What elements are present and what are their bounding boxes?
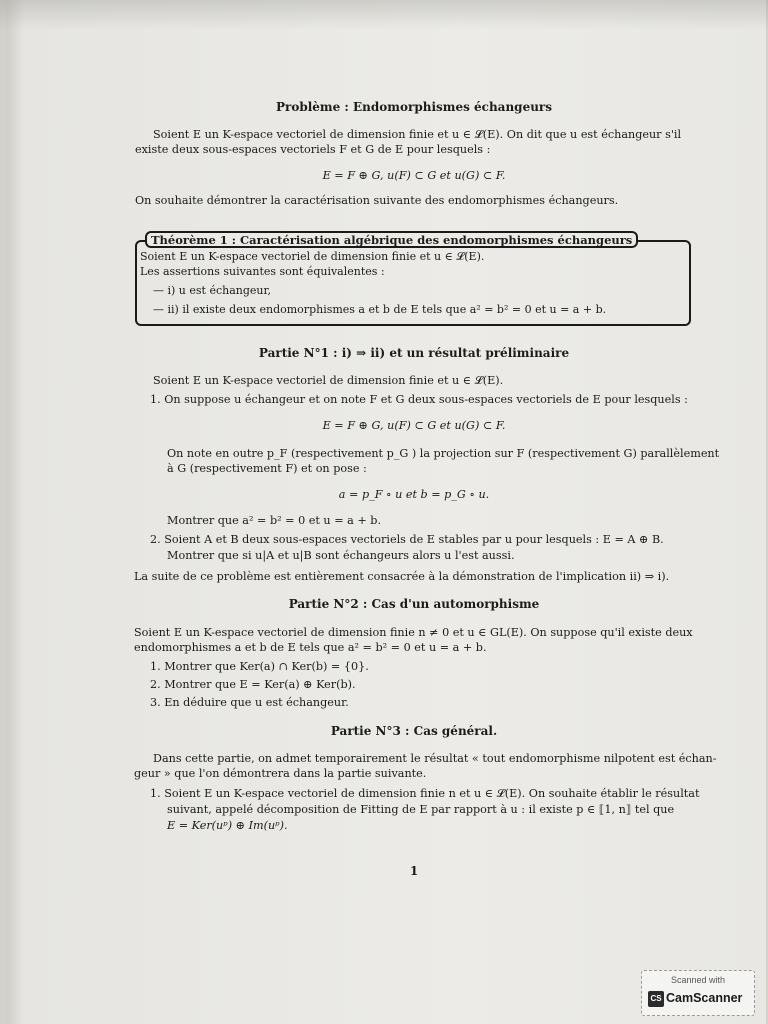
problem-intro-line-1: Soient E un K-espace vectoriel de dimension finie et u ∈ 𝓛(E). On dit que u est échangeur s'il: [153, 128, 682, 141]
part3-title: Partie N°3 : Cas général.: [330, 724, 498, 738]
theorem-item-1: — i) u est échangeur,: [153, 284, 272, 297]
theorem-item-2: — ii) il existe deux endomorphismes a et b de E tels que a² = b² = 0 et u = a + b.: [153, 303, 607, 316]
camscanner-watermark: [641, 970, 755, 1016]
part3-question-1-line-1: 1. Soient E un K-espace vectoriel de dimension finie n et u ∈ 𝓛(E). On souhaite établir le résultat: [150, 787, 700, 800]
part1-question-1: 1. On suppose u échangeur et on note F et G deux sous-espaces vectoriels de E pour lesquels :: [150, 393, 688, 406]
scanner-top-text: Scanned with: [670, 975, 726, 985]
part3-question-1-line-3: E = Ker(uᵖ) ⊕ Im(uᵖ).: [167, 819, 288, 832]
part1-show-2: Montrer que si u|A et u|B sont échangeurs alors u l'est aussi.: [167, 549, 515, 562]
problem-goal: On souhaite démontrer la caractérisation suivante des endomorphismes échangeurs.: [135, 194, 619, 207]
scanner-brand: CamScanner: [666, 991, 743, 1005]
problem-formula: E = F ⊕ G, u(F) ⊂ G et u(G) ⊂ F.: [322, 169, 506, 182]
part1-show-1: Montrer que a² = b² = 0 et u = a + b.: [167, 514, 381, 527]
theorem-line-2: Les assertions suivantes sont équivalentes :: [140, 265, 385, 278]
part3-question-1-line-2: suivant, appelé décomposition de Fitting de E par rapport à u : il existe p ∈ ⟦1, n⟧ tel que: [167, 803, 675, 816]
part1-conclusion: La suite de ce problème est entièrement consacrée à la démonstration de l'implication ii) ⇒ i).: [134, 570, 670, 583]
part2-intro-line-2: endomorphismes a et b de E tels que a² = b² = 0 et u = a + b.: [134, 641, 487, 654]
part2-title: Partie N°2 : Cas d'un automorphisme: [288, 597, 540, 611]
page-number: 1: [409, 864, 419, 878]
part2-question-2: 2. Montrer que E = Ker(a) ⊕ Ker(b).: [150, 678, 356, 691]
problem-intro-line-2: existe deux sous-espaces vectoriels F et G de E pour lesquels :: [135, 143, 491, 156]
part3-intro-line-1: Dans cette partie, on admet temporairement le résultat « tout endomorphisme nilpotent est échan-: [153, 752, 717, 765]
part1-title: Partie N°1 : i) ⇒ ii) et un résultat préliminaire: [258, 346, 570, 360]
part1-definition: a = p_F ∘ u et b = p_G ∘ u.: [338, 488, 490, 501]
part3-intro-line-2: geur » que l'on démontrera dans la partie suivante.: [134, 767, 427, 780]
part1-formula: E = F ⊕ G, u(F) ⊂ G et u(G) ⊂ F.: [322, 419, 506, 432]
part2-intro-line-1: Soient E un K-espace vectoriel de dimension finie n ≠ 0 et u ∈ GL(E). On suppose qu'il existe deux: [134, 626, 693, 639]
problem-title: Problème : Endomorphismes échangeurs: [275, 100, 553, 114]
theorem-title: Théorème 1 : Caractérisation algébrique des endomorphismes échangeurs: [145, 231, 638, 248]
part2-question-3: 3. En déduire que u est échangeur.: [150, 696, 349, 709]
part2-question-1: 1. Montrer que Ker(a) ∩ Ker(b) = {0}.: [150, 660, 369, 673]
part1-intro: Soient E un K-espace vectoriel de dimension finie et u ∈ 𝓛(E).: [153, 374, 504, 387]
part1-note-line-1: On note en outre p_F (respectivement p_G ) la projection sur F (respectivement G) parallèlement: [167, 447, 720, 460]
camscanner-logo-icon: CS: [648, 991, 664, 1007]
part1-question-2: 2. Soient A et B deux sous-espaces vectoriels de E stables par u pour lesquels : E = A ⊕ B.: [150, 533, 664, 546]
part1-note-line-2: à G (respectivement F) et on pose :: [167, 462, 367, 475]
scan-shadow: [0, 0, 768, 30]
theorem-line-1: Soient E un K-espace vectoriel de dimension finie et u ∈ 𝓛(E).: [140, 250, 485, 263]
